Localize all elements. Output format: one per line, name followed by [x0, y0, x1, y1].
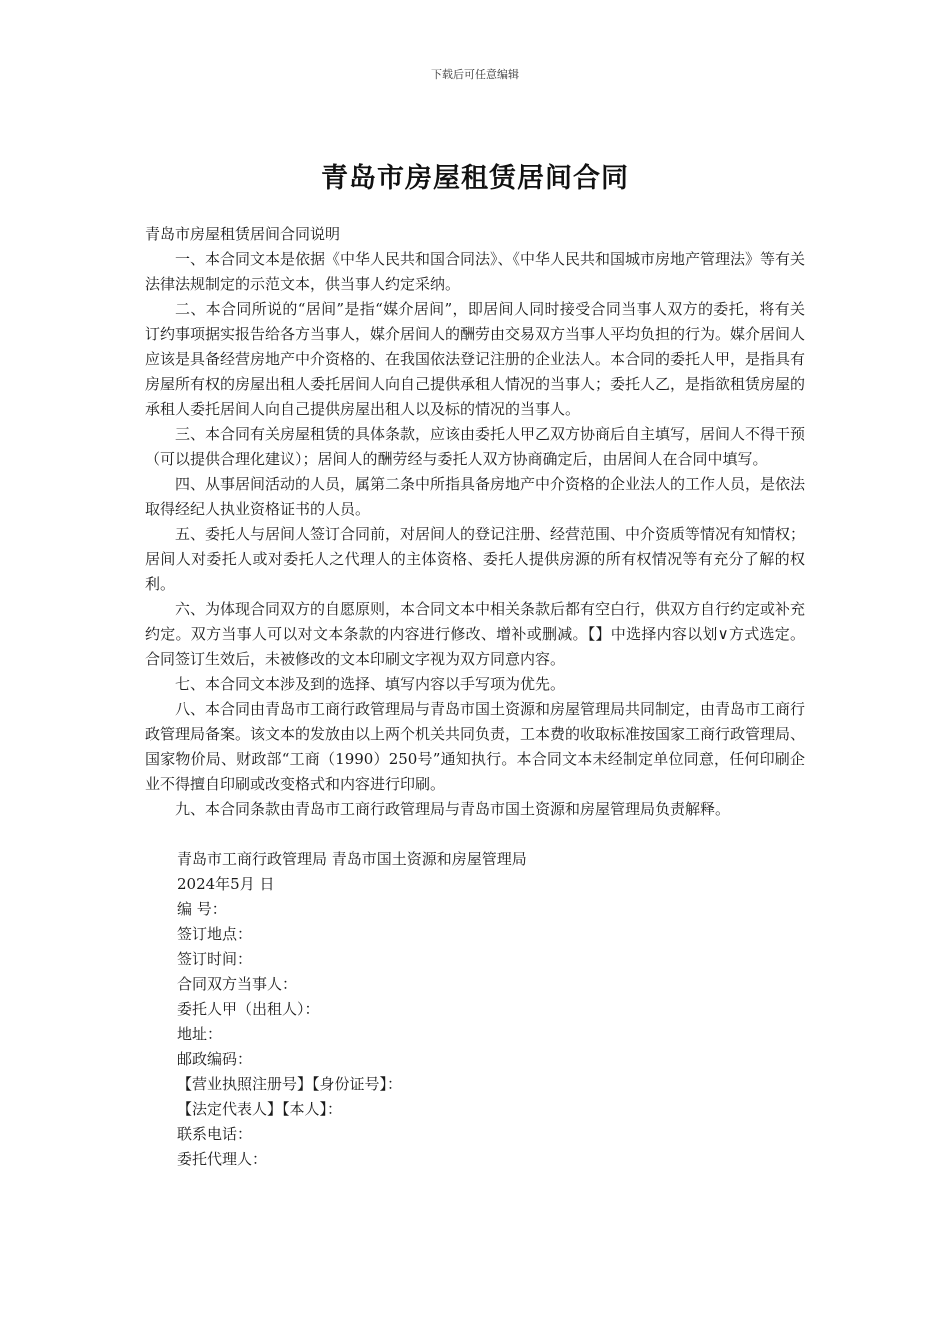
field-address: 地址：	[177, 1025, 223, 1043]
field-number: 编 号：	[177, 900, 227, 918]
clause-paragraph-9: 九、本合同条款由青岛市工商行政管理局与青岛市国土资源和房屋管理局负责解释。	[175, 800, 731, 818]
clause-paragraph-7: 七、本合同文本涉及到的选择、填写内容以手写项为优先。	[175, 675, 566, 693]
clause-paragraph-8: 八、本合同由青岛市工商行政管理局与青岛市国土资源和房屋管理局共同制定，由青岛市工商行政管理局备案。该文本的发放由以上两个机关共同负责，工本费的收取标准按国家工商行政管理局、国家物价局、财政部“工商（1990）250号”通知执行。本合同文本未经制定单位同意，任何印刷企业不得擅自印刷或改变格式和内容进行印刷。	[145, 700, 806, 793]
clause-paragraph-2: 二、本合同所说的“居间”是指“媒介居间”，即居间人同时接受合同当事人双方的委托，将有关订约事项据实报告给各方当事人，媒介居间人的酬劳由交易双方当事人平均负担的行为。媒介居间人应该是具备经营房地产中介资格的、在我国依法登记注册的企业法人。本合同的委托人甲，是指具有房屋所有权的房屋出租人委托居间人向自己提供承租人情况的当事人；委托人乙，是指欲租赁房屋的承租人委托居间人向自己提供房屋出租人以及标的情况的当事人。	[145, 300, 806, 418]
clause-paragraph-5: 五、委托人与居间人签订合同前，对居间人的登记注册、经营范围、中介资质等情况有知情权；居间人对委托人或对委托人之代理人的主体资格、委托人提供房源的所有权情况等有充分了解的权利。	[145, 525, 806, 593]
field-principal-a: 委托人甲（出租人）：	[177, 1000, 320, 1018]
field-postal-code: 邮政编码：	[177, 1050, 253, 1068]
clause-paragraph-1: 一、本合同文本是依据《中华人民共和国合同法》、《中华人民共和国城市房地产管理法》等有关法律法规制定的示范文本，供当事人约定采纳。	[145, 250, 806, 293]
clause-paragraph-4: 四、从事居间活动的人员，属第二条中所指具备房地产中介资格的企业法人的工作人员，是依法取得经纪人执业资格证书的人员。	[145, 475, 806, 518]
clause-paragraph-6: 六、为体现合同双方的自愿原则，本合同文本中相关条款后都有空白行，供双方自行约定或补充约定。双方当事人可以对文本条款的内容进行修改、增补或删减。【】中选择内容以划∨方式选定。合同签订生效后，未被修改的文本印刷文字视为双方同意内容。	[145, 600, 806, 668]
field-license-id: 【营业执照注册号】【身份证号】：	[177, 1075, 403, 1093]
field-signing-place: 签订地点：	[177, 925, 253, 943]
explanation-heading: 青岛市房屋租赁居间合同说明	[145, 225, 341, 243]
field-legal-representative: 【法定代表人】【本人】：	[177, 1100, 343, 1118]
document-title: 青岛市房屋租赁居间合同	[321, 163, 629, 194]
field-parties: 合同双方当事人：	[177, 975, 298, 993]
field-agent: 委托代理人：	[177, 1150, 268, 1168]
issuers-line: 青岛市工商行政管理局 青岛市国土资源和房屋管理局	[177, 850, 527, 868]
field-phone: 联系电话：	[177, 1125, 253, 1143]
clause-paragraph-3: 三、本合同有关房屋租赁的具体条款，应该由委托人甲乙双方协商后自主填写，居间人不得干预（可以提供合理化建议）；居间人的酬劳经与委托人双方协商确定后，由居间人在合同中填写。	[145, 425, 806, 468]
section-gap	[145, 822, 805, 847]
issue-date: 2024年5月 日	[177, 875, 275, 893]
header-note: 下载后可任意编辑	[431, 68, 519, 81]
document-body	[145, 222, 805, 1172]
field-signing-time: 签订时间：	[177, 950, 253, 968]
